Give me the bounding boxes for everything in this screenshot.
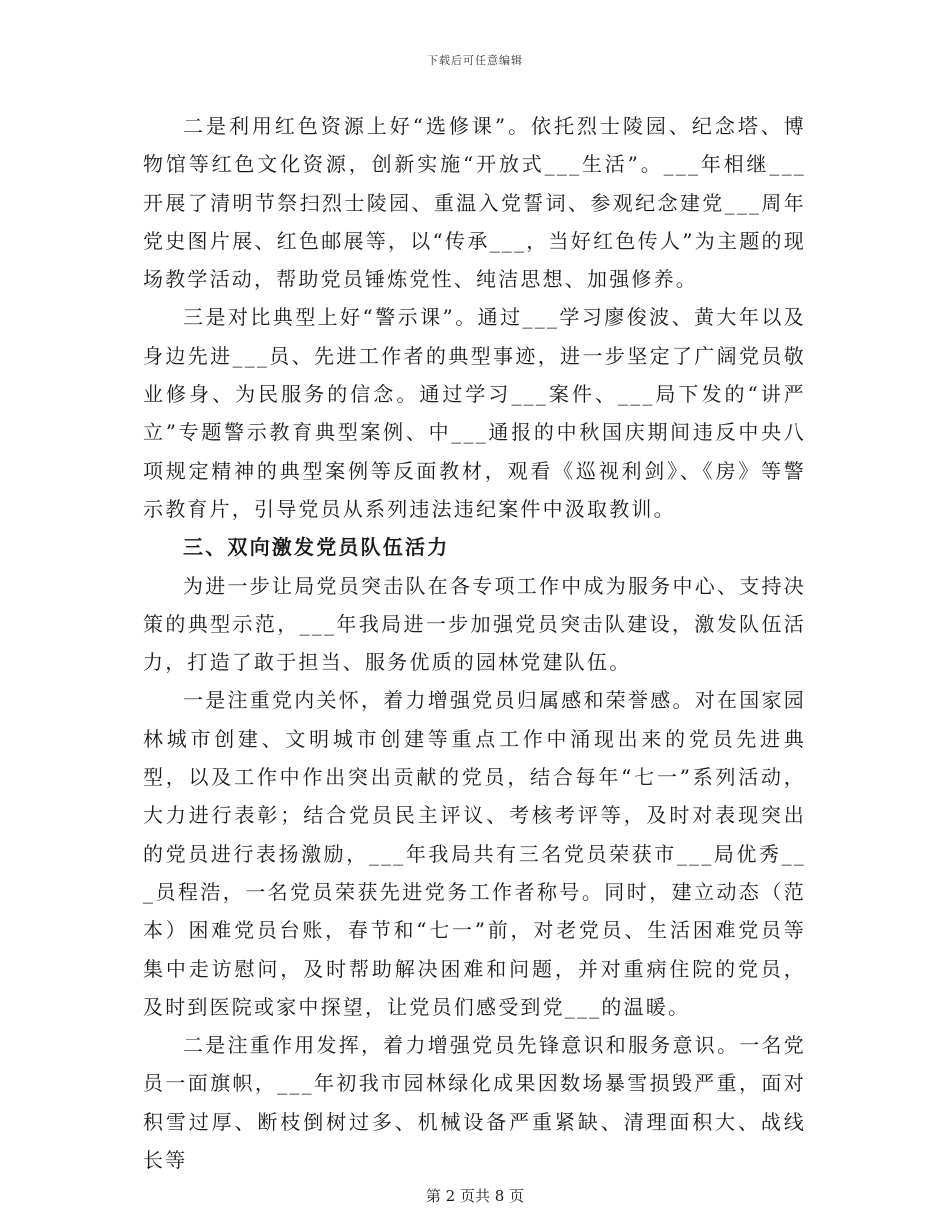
- paragraph-elective-course: 二是利用红色资源上好“选修课”。依托烈士陵园、纪念塔、博物馆等红色文化资源，创新实施“开放式___生活”。___年相继___开展了清明节祭扫烈士陵园、重温入党誓词、参观纪念建党___周年党史图片展、红色邮展等，以“传承___，当好红色传人”为主题的现场教学活动，帮助党员锤炼党性、纯洁思想、加强修养。: [143, 114, 806, 292]
- paragraph-intro-commando: 为进一步让局党员突击队在各专项工作中成为服务中心、支持决策的典型示范，___年我局进一步加强党员突击队建设，激发队伍活力，打造了敢于担当、服务优质的园林党建队伍。: [143, 573, 806, 675]
- paragraph-party-care: 一是注重党内关怀，着力增强党员归属感和荣誉感。对在国家园林城市创建、文明城市创建等重点工作中涌现出来的党员先进典型，以及工作中作出突出贡献的党员，结合每年“七一”系列活动，大力进行表彰；结合党员民主评议、考核考评等，及时对表现突出的党员进行表扬激励，___年我局共有三名党员荣获市___局优秀___员程浩，一名党员荣获先进党务工作者称号。同时，建立动态（范本）困难党员台账，春节和“七一”前，对老党员、生活困难党员等集中走访慰问，及时帮助解决困难和问题，并对重病住院的党员，及时到医院或家中探望，让党员们感受到党___的温暖。: [143, 688, 806, 1019]
- page-header: 下载后可任意编辑: [427, 54, 523, 67]
- paragraph-role-play: 二是注重作用发挥，着力增强党员先锋意识和服务意识。一名党员一面旗帜，___年初我市园林绿化成果因数场暴雪损毁严重，面对积雪过厚、断枝倒树过多、机械设备严重紧缺、清理面积大、战线长等: [143, 1033, 806, 1173]
- page-number: 第 2 页共 8 页: [425, 1187, 525, 1205]
- document-body: [143, 107, 806, 1179]
- paragraph-warning-course: 三是对比典型上好“警示课”。通过___学习廖俊波、黄大年以及身边先进___员、先进工作者的典型事迹，进一步坚定了广阔党员敬业修身、为民服务的信念。通过学习___案件、___局下发的“讲严立”专题警示教育典型案例、中___通报的中秋国庆期间违反中央八项规定精神的典型案例等反面教材，观看《巡视利剑》、《房》等警示教育片，引导党员从系列违法违纪案件中汲取教训。: [143, 305, 806, 521]
- section-heading: 三、双向激发党员队伍活力: [183, 535, 450, 560]
